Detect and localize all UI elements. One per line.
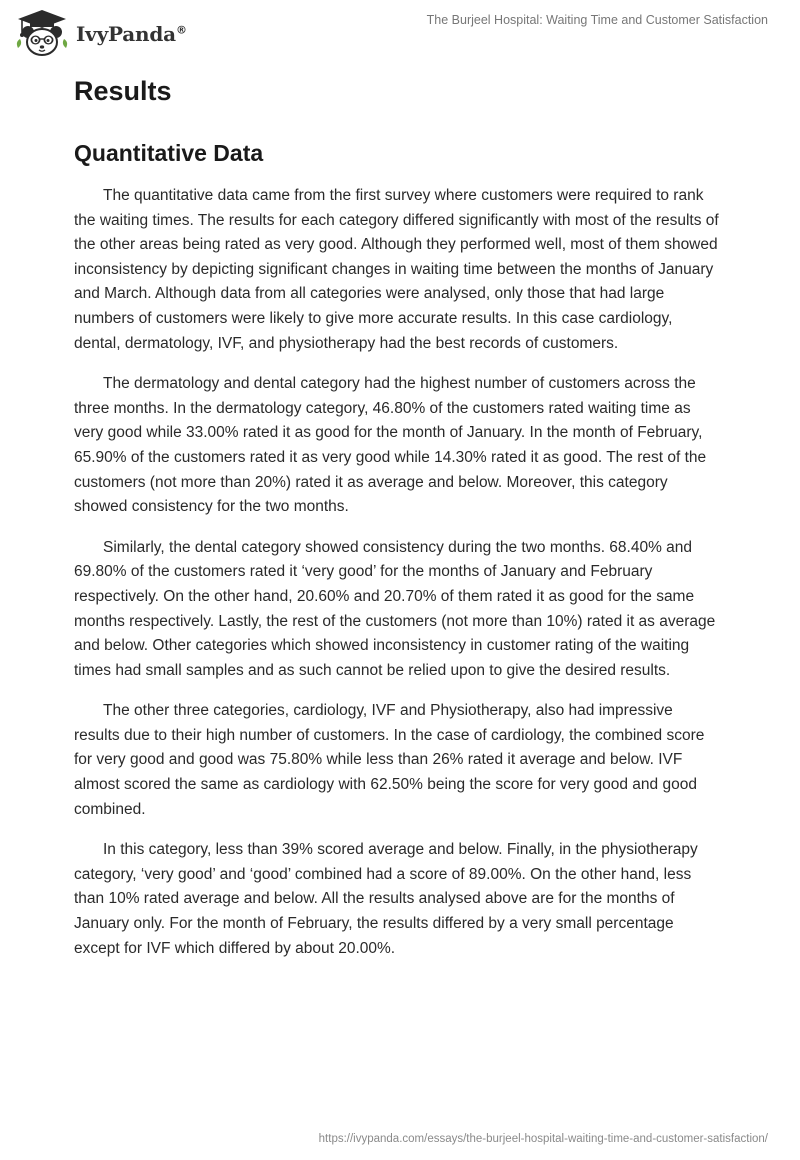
- paragraph: Similarly, the dental category showed consistency during the two months. 68.40% and 69.80% of the customers rated it ‘very good’ for the months of January and February respectively. On the other hand, 20.60% and 20.70% of them rated it as good for the same months respectively. Lastly, the rest of the customers (not more than 10%) rated it as average and below. Other categories which showed inconsistency in customer rating of the waiting times had small samples and as such cannot be relied upon to give the desired results.: [74, 538, 716, 679]
- registered-mark: ®: [175, 23, 187, 37]
- page-header: [0, 0, 800, 70]
- brand-name: IvyPanda®: [76, 22, 187, 46]
- panda-graduate-icon: [14, 8, 70, 58]
- subsection-heading: Quantitative Data: [74, 140, 264, 166]
- paragraph: In this category, less than 39% scored average and below. Finally, in the physiotherapy category, ‘very good’ and ‘good’ combined had a score of 89.00%. On the other hand, less than 10% rated average and below. All the results analysed above are for the months of January only. For the month of February, the results differed by a very small percentage except for IVF which differed by about 20.00%.: [74, 841, 698, 957]
- article-body: [74, 68, 722, 961]
- ivypanda-logo[interactable]: [14, 8, 187, 58]
- paragraph: The quantitative data came from the first survey where customers were required to rank the waiting times. The results for each category differed significantly with most of the results of the other areas being rated as very good. Although they performed well, most of them showed inconsistency by depicting significant changes in waiting time between the months of January and March. Although data from all categories were analysed, only those that had large numbers of customers were likely to give more accurate results. In this case cardiology, dental, dermatology, IVF, and physiotherapy had the best records of customers.: [74, 187, 719, 352]
- paragraph: The dermatology and dental category had the highest number of customers across the three months. In the dermatology category, 46.80% of the customers rated waiting time as very good while 33.00% rated it as good for the month of January. In the month of February, 65.90% of the customers rated it as very good while 14.30% rated it as good. The rest of the customers (not more than 20%) rated it as average and below. Moreover, this category showed consistency for the two months.: [74, 375, 707, 516]
- document-title: The Burjeel Hospital: Waiting Time and Customer Satisfaction: [426, 13, 768, 27]
- source-url-link[interactable]: https://ivypanda.com/essays/the-burjeel-hospital-waiting-time-and-customer-satisfaction/: [318, 1133, 768, 1145]
- section-heading: Results: [74, 76, 172, 106]
- paragraph: The other three categories, cardiology, IVF and Physiotherapy, also had impressive results due to their high number of customers. In the case of cardiology, the combined score for very good and good was 75.80% while less than 26% rated it average and below. IVF almost scored the same as cardiology with 62.50% being the score for very good and good combined.: [74, 702, 705, 818]
